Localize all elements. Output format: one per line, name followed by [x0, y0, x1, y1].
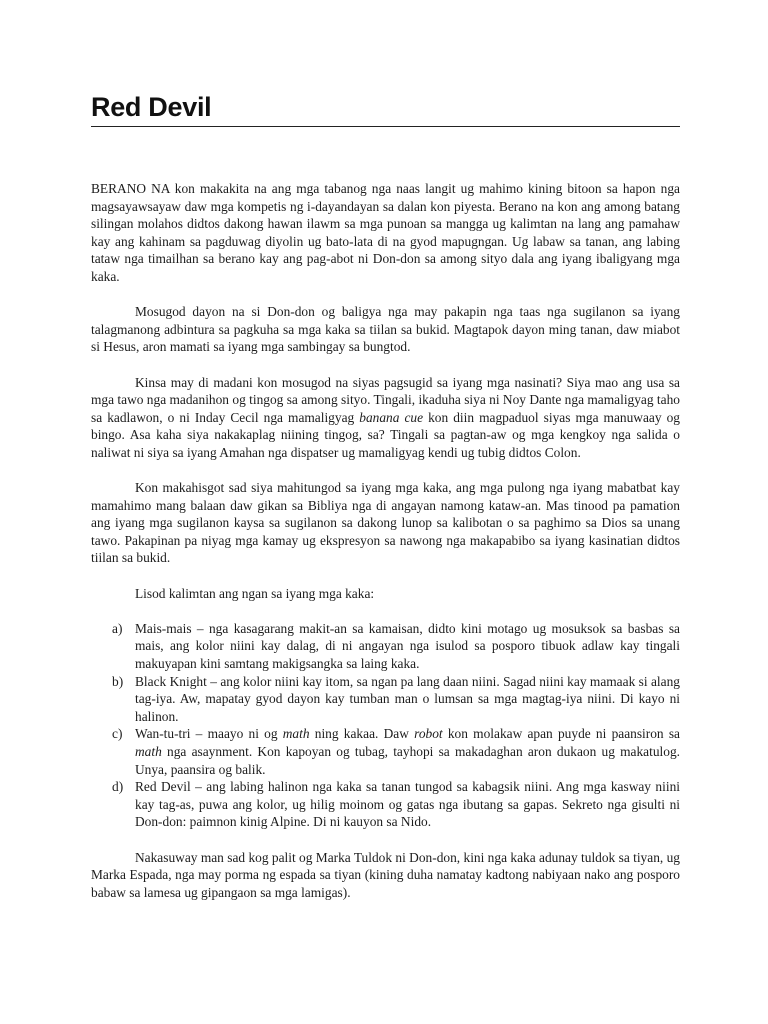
list-item-text-b: ning kakaa. Daw — [309, 726, 415, 742]
document-body — [91, 180, 680, 919]
list-item-text-c: kon molakaw apan puyde ni paansiron sa — [442, 726, 680, 742]
closing-paragraph: Nakasuway man sad kog palit og Marka Tuldok ni Don-don, kini nga kaka adunay tuldok sa tiyan, ug Marka Espada, nga may porma ng espada sa tiyan (kining duha namatay kadtong nabiyaan nako ang posporo babaw sa lamesa ug gipangaon sa mga lamigas). — [91, 849, 680, 900]
list-item-emphasis: robot — [414, 726, 443, 742]
list-item — [91, 778, 680, 831]
list-item — [91, 620, 680, 673]
list-marker: b) — [112, 673, 124, 689]
paragraph-3-text-a: Kinsa may di madani kon mosugod na siyas pagsugid sa iyang mga nasinati? Siya mao ang usa sa mga tawo nga madanihon og tingog sa among sityo. Tingali, ikaduha siya ni Noy Dante nga mamaligyag taho sa kadlawon, o ni Inday Cecil nga mamaligyag — [91, 374, 680, 425]
list-marker: d) — [112, 779, 124, 795]
list-item-text: Black Knight – ang kolor niini kay itom, sa ngan pa lang daan niini. Sagad niini kay mamaak si alang tag-iya. Aw, mapatay gyod dayon kay tumban man o lumsan sa mga magtag-iya niini. Di kayo ni halinon. — [135, 673, 680, 724]
paragraph-3-text-b: kon diin magpaduol siyas mga manuwaay og bingo. Asa kaha siya nakakaplag niining tingog, sa? Tingali sa pagtan-aw og mga kengkoy nga salida o naliwat ni siya sa iyang Amahan nga dispatser ug mamaligyag kendi ug tubig didtos Colon. — [91, 409, 680, 460]
paragraph-3 — [91, 374, 680, 462]
list-item-text-d: nga asaynment. Kon kapoyan og tubag, tayhopi sa makadaghan aron dukaon ug makatulog. Unya, paansira og balik. — [135, 744, 680, 777]
paragraph-5: Lisod kalimtan ang ngan sa iyang mga kaka: — [135, 585, 375, 601]
list-item-emphasis: math — [282, 726, 310, 742]
list-marker: c) — [112, 726, 123, 742]
list-item-text: Mais-mais – nga kasagarang makit-an sa kamaisan, didto kini motago ug mosuksok sa basbas sa mais, ang kolor niini kay dalag, di ni angayan nga isulod sa posporo tibuok adlaw kay tingali makuyapan kini samtang makigsangka sa laing kaka. — [135, 620, 680, 672]
page-title: Red Devil — [91, 92, 212, 122]
list-item-emphasis: math — [135, 744, 162, 759]
list-item-text-a: Wan-tu-tri – maayo ni og — [135, 726, 283, 742]
paragraph-3-emphasis: banana cue — [359, 409, 424, 425]
list-marker: a) — [112, 620, 123, 636]
list-item — [91, 725, 680, 778]
list-item — [91, 673, 680, 726]
paragraph-4: Kon makahisgot sad siya mahitungod sa iyang mga kaka, ang mga pulong nga iyang mabatbat kay mamahimo mang balaan daw gikan sa Bibliya nga di angayan namong kataw-an. Mas tinood pa pamation ang iyang mga sugilanon kaysa sa sugilanon sa dakong lunop sa kalibotan o sa paghimo sa Dios sa unang tawo. Pakapinan pa niyag mga kamay ug ekspresyon sa nawong nga makapabibo sa iyang kasinatian didtos tiilan sa bukid. — [91, 480, 680, 566]
paragraph-2: Mosugod dayon na si Don-don og baligya nga may pakapin nga taas nga sugilanon sa iyang talagmanong adbintura sa pagkuha sa mga kaka sa tiilan sa bukid. Magtapok dayon ming tanan, daw miabot si Hesus, aron mamati sa iyang mga sambingay sa bungtod. — [91, 304, 680, 355]
paragraph-1: BERANO NA kon makakita na ang mga tabanog nga naas langit ug mahimo kining bitoon sa hapon nga magsayawsayaw daw mga kompetis ng i-dayandayan sa dalan kon piyesta. Berano na kon ang among batang silingan molahos didtos dakong hawan ilawm sa mga punoan sa mangga ug kalimtan na lang ang pamahaw kay ang kahinam sa pagduwag diyolin ug bato-lata di na gyod mapugngan. Ug labaw sa tanan, ang labing tataw nga timailhan sa berano kay ang pag-abot ni Don-don sa among sityo dala ang iyang ibaligyang mga kaka. — [91, 181, 680, 284]
list-item-text: Red Devil – ang labing halinon nga kaka sa tanan tungod sa kabagsik niini. Ang mga kasway niini kay tag-as, puwa ang kolor, ug hilig moinom og gatas nga ibutang sa gapas. Sekreto nga gisulti ni Don-don: paimnon kinig Alpine. Di ni kauyon sa Nido. — [135, 779, 680, 830]
title-divider — [91, 126, 680, 127]
kaka-list — [91, 620, 680, 831]
